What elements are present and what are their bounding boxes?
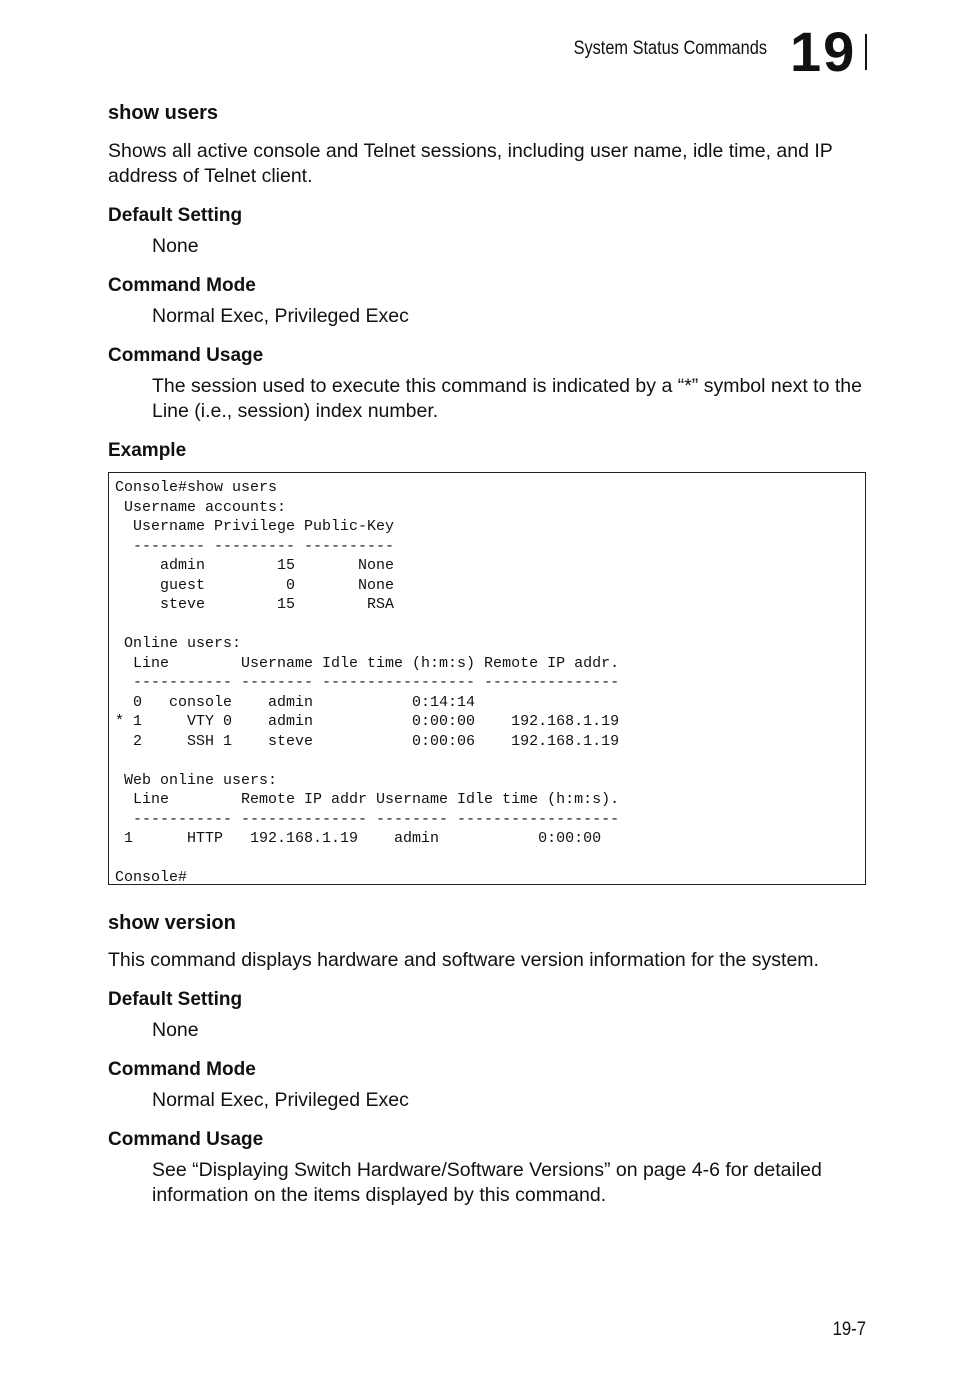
show-users-command-mode-value: Normal Exec, Privileged Exec — [152, 305, 409, 327]
example-code-box — [108, 472, 866, 885]
show-users-description: Shows all active console and Telnet sessions, including user name, idle time, and IP address of Telnet client. — [108, 140, 833, 187]
show-users-example-label: Example — [108, 440, 187, 461]
section-heading-show-version: show version — [108, 912, 236, 934]
page-number: 19-7 — [832, 1319, 866, 1340]
show-version-command-mode-value: Normal Exec, Privileged Exec — [152, 1089, 409, 1111]
section-heading-show-users: show users — [108, 102, 219, 124]
code-line: Web online users: — [115, 771, 278, 789]
show-users-command-usage-label: Command Usage — [108, 345, 264, 366]
show-users-command-usage-value: The session used to execute this command is indicated by a “*” symbol next to the Line (i.e., session) index number. — [152, 375, 862, 422]
show-version-command-usage-value: See “Displaying Switch Hardware/Software Versions” on page 4-6 for detailed information on the items displayed by this command. — [152, 1159, 822, 1206]
code-line: * 1 VTY 0 admin 0:00:00 192.168.1.19 — [115, 713, 620, 730]
code-line: Username accounts: — [115, 498, 287, 516]
code-line: steve 15 RSA — [115, 596, 395, 613]
chapter-rule — [865, 34, 867, 70]
example-code — [115, 478, 619, 888]
code-line: guest 0 None — [115, 576, 395, 594]
code-line: Console# — [115, 869, 188, 886]
code-line: Console#show users — [115, 479, 278, 496]
chapter-number: 19 — [790, 20, 857, 83]
code-line: Line Username Idle time (h:m:s) Remote IP addr. — [115, 654, 620, 672]
code-line: Line Remote IP addr Username Idle time (h:m:s). — [115, 791, 620, 808]
running-header-title: System Status Commands — [573, 38, 767, 59]
show-version-default-setting-label: Default Setting — [108, 989, 243, 1010]
show-users-command-mode-label: Command Mode — [108, 275, 256, 296]
code-line: ----------- -------- ----------------- --------------- — [115, 674, 620, 691]
code-line: 2 SSH 1 steve 0:00:06 192.168.1.19 — [115, 732, 620, 750]
code-line: 0 console admin 0:14:14 — [115, 693, 476, 711]
show-version-command-usage-label: Command Usage — [108, 1129, 264, 1150]
code-line: ----------- -------------- -------- ------------------ — [115, 810, 620, 828]
show-version-description: This command displays hardware and software version information for the system. — [108, 949, 819, 971]
show-version-command-mode-label: Command Mode — [108, 1059, 256, 1080]
code-line: admin 15 None — [115, 557, 395, 574]
code-line: -------- --------- ---------- — [115, 537, 395, 555]
code-line: Username Privilege Public-Key — [115, 518, 395, 535]
code-line: 1 HTTP 192.168.1.19 admin 0:00:00 — [115, 830, 602, 847]
show-users-default-setting-label: Default Setting — [108, 205, 243, 226]
code-line: Online users: — [115, 635, 242, 652]
show-version-default-setting-value: None — [152, 1019, 199, 1041]
show-users-default-setting-value: None — [152, 235, 199, 257]
